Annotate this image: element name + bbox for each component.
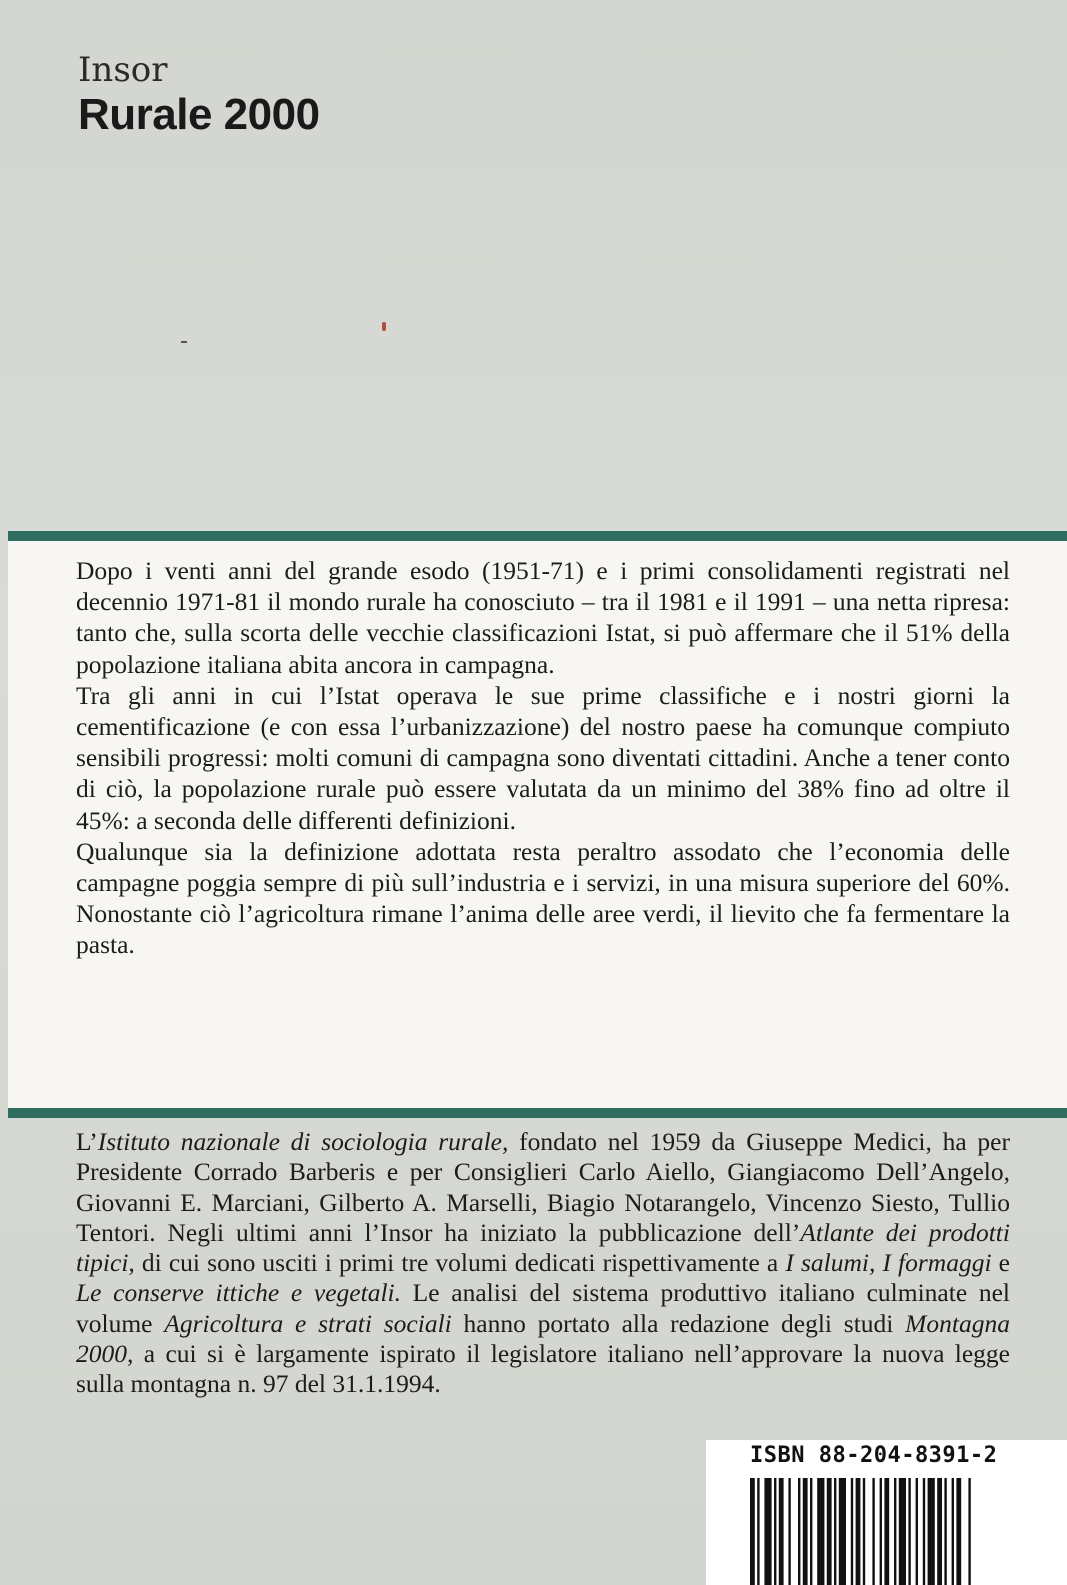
barcode-bar (928, 1478, 935, 1585)
barcode-bar (856, 1478, 861, 1585)
barcode-bar (952, 1478, 954, 1585)
bottom-green-band (8, 1108, 1067, 1118)
publisher-name: Insor (78, 50, 168, 90)
decorative-speck (382, 322, 386, 331)
barcode-bar (839, 1478, 846, 1585)
isbn-block (706, 1440, 1067, 1585)
barcode-bar (937, 1478, 942, 1585)
barcode-bar (916, 1478, 918, 1585)
barcode-bar (757, 1478, 759, 1585)
barcode-bar (944, 1478, 946, 1585)
barcode-bar (779, 1478, 784, 1585)
barcode-bar (880, 1478, 882, 1585)
barcode-bar (764, 1478, 771, 1585)
barcode-bar (798, 1478, 800, 1585)
cover-header (78, 50, 320, 140)
barcode-bar (884, 1478, 889, 1585)
barcode-bar (827, 1478, 832, 1585)
barcode-bar (956, 1478, 961, 1585)
barcode-bar (803, 1478, 808, 1585)
barcode-bar (899, 1478, 906, 1585)
barcode-bar (774, 1478, 776, 1585)
isbn-number: ISBN 88-204-8391-2 (750, 1443, 998, 1468)
top-green-band (8, 531, 1067, 541)
barcode-bar (817, 1478, 824, 1585)
blurb-paragraph-3: Qualunque sia la definizione adottata resta peraltro assodato che l’economia delle campagne poggia sempre di più sull’industria e i servizi, in una misura superiore del 60%. Nonostante ciò l’agricoltura rimane l’anima delle aree verdi, il lievito che fa fermentare la pasta. (76, 836, 1010, 960)
barcode-bar (968, 1478, 970, 1585)
barcode-bar (834, 1478, 836, 1585)
blurb-paragraph-1: Dopo i venti anni del grande esodo (1951-71) e i primi consolidamenti registrati nel decennio 1971-81 il mondo rurale ha conosciuto – tra il 1981 e il 1991 – una netta ripresa: tanto che, sulla scorta delle vecchie classificazioni Istat, si può affermare che il 51% della popolazione italiana abita ancora in campagna. (76, 556, 1010, 679)
barcode-bar (908, 1478, 910, 1585)
barcode-bar (872, 1478, 874, 1585)
barcode-icon (750, 1478, 1050, 1585)
blurb-text (76, 555, 1010, 961)
barcode-bar (863, 1478, 865, 1585)
barcode-bar (923, 1478, 925, 1585)
institute-description: L’Istituto nazionale di sociologia rurale, fondato nel 1959 da Giuseppe Medici, ha per Presidente Corrado Barberis e per Consiglieri Carlo Aiello, Giangiacomo Dell’Angelo, Giovanni E. Marciani, Gilberto A. Marselli, Biagio Notarangelo, Vincenzo Siesto, Tullio Tentori. Negli ultimi anni l’Insor ha iniziato la pubblicazione dell’Atlante dei prodotti tipici, di cui sono usciti i primi tre volumi dedicati rispettivamente a I salumi, I formaggi e Le conserve ittiche e vegetali. Le analisi del sistema produttivo italiano culminate nel volume Agricoltura e strati sociali hanno portato alla redazione degli studi Montagna 2000, a cui si è largamente ispirato il legislatore italiano nell’approvare la nuova legge sulla montagna n. 97 del 31.1.1994. (76, 1127, 1010, 1399)
barcode-bar (750, 1478, 755, 1585)
decorative-speck (181, 341, 187, 343)
barcode-bar (851, 1478, 853, 1585)
barcode-bar (788, 1478, 790, 1585)
barcode-bar (894, 1478, 896, 1585)
blurb-paragraph-2: Tra gli anni in cui l’Istat operava le sue prime classifiche e i nostri giorni la cementificazione (e con essa l’urbanizzazione) del nostro paese ha comunque compiuto sensibili progressi: molti comuni di campagna sono diventati cittadini. Anche a tener conto di ciò, la popolazione rurale può essere valutata da un minimo del 38% fino ad oltre il 45%: a seconda delle differenti definizioni. (76, 680, 1010, 835)
series-title: Rurale 2000 (78, 90, 320, 139)
barcode-bar (810, 1478, 812, 1585)
